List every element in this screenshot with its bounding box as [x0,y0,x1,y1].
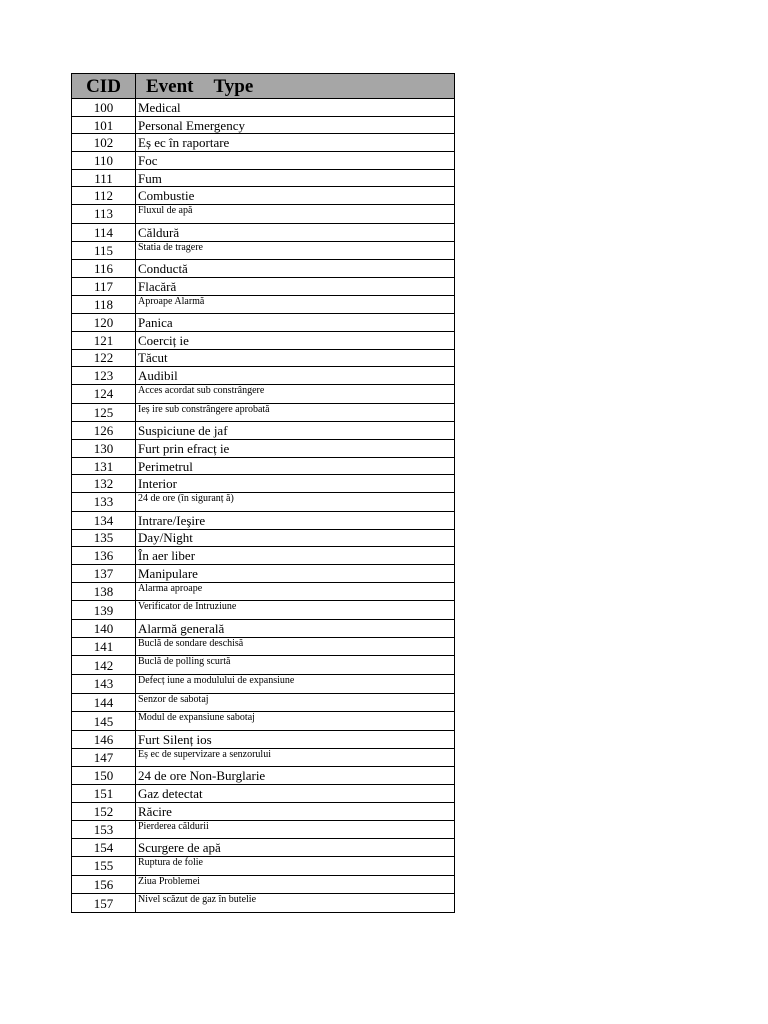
event-type-cell: Eș ec de supervizare a senzorului [136,748,455,767]
table-row [72,875,455,894]
event-type-cell: Verificator de Intruziune [136,601,455,620]
cid-cell: 135 [72,529,136,547]
table-row [72,820,455,839]
header-type: Type [213,75,254,97]
event-type-cell: Manipulare [136,564,455,582]
cid-cell: 133 [72,493,136,512]
cid-cell: 117 [72,277,136,295]
table-row [72,277,455,295]
event-type-cell: Alarma aproape [136,582,455,601]
table-row [72,385,455,404]
table-row [72,260,455,278]
cid-cell: 153 [72,820,136,839]
event-type-cell: Alarmă generală [136,619,455,637]
header-row [72,74,455,99]
cid-cell: 123 [72,367,136,385]
event-type-cell: Interior [136,475,455,493]
event-type-cell: Perimetrul [136,457,455,475]
event-type-cell: Panica [136,314,455,332]
table-row [72,403,455,422]
event-type-cell: Fum [136,169,455,187]
table-row [72,493,455,512]
table-row [72,223,455,241]
cid-event-table-sheet [71,73,454,913]
cid-cell: 147 [72,748,136,767]
cid-cell: 116 [72,260,136,278]
header-event-type [136,74,455,99]
event-type-cell: Pierderea căldurii [136,820,455,839]
header-event: Event [146,75,194,97]
table-row [72,601,455,620]
event-type-cell: Audibil [136,367,455,385]
event-type-cell: Ieș ire sub constrângere aprobată [136,403,455,422]
event-type-cell: 24 de ore Non-Burglarie [136,767,455,785]
cid-cell: 151 [72,785,136,803]
table-row [72,440,455,458]
event-type-cell: Statia de tragere [136,241,455,260]
event-type-cell: Ziua Problemei [136,875,455,894]
table-row [72,295,455,314]
event-type-cell: Furt prin efracț ie [136,440,455,458]
cid-cell: 114 [72,223,136,241]
table-row [72,619,455,637]
cid-cell: 131 [72,457,136,475]
event-type-cell: Flacără [136,277,455,295]
table-row [72,712,455,731]
event-type-cell: Căldură [136,223,455,241]
cid-cell: 111 [72,169,136,187]
table-row [72,767,455,785]
event-type-cell: Conductă [136,260,455,278]
cid-cell: 124 [72,385,136,404]
event-type-cell: Acces acordat sub constrângere [136,385,455,404]
table-row [72,529,455,547]
event-type-cell: În aer liber [136,547,455,565]
table-row [72,134,455,152]
table-row [72,511,455,529]
event-type-cell: Buclă de polling scurtă [136,656,455,675]
cid-cell: 113 [72,205,136,224]
table-row [72,367,455,385]
table-row [72,582,455,601]
table-row [72,748,455,767]
event-type-cell: Buclă de sondare deschisă [136,637,455,656]
table-row [72,422,455,440]
cid-cell: 154 [72,839,136,857]
cid-cell: 157 [72,894,136,913]
event-type-cell: Modul de expansiune sabotaj [136,712,455,731]
cid-cell: 118 [72,295,136,314]
cid-cell: 134 [72,511,136,529]
cid-cell: 142 [72,656,136,675]
cid-cell: 130 [72,440,136,458]
cid-cell: 110 [72,152,136,170]
cid-cell: 140 [72,619,136,637]
cid-cell: 102 [72,134,136,152]
event-type-cell: Day/Night [136,529,455,547]
table-header [72,74,455,99]
event-type-cell: Răcire [136,802,455,820]
cid-cell: 138 [72,582,136,601]
cid-cell: 146 [72,731,136,749]
cid-cell: 156 [72,875,136,894]
table-row [72,457,455,475]
cid-cell: 122 [72,349,136,367]
table-row [72,116,455,134]
event-type-cell: Eș ec în raportare [136,134,455,152]
event-type-cell: Foc [136,152,455,170]
cid-cell: 155 [72,856,136,875]
cid-cell: 136 [72,547,136,565]
cid-cell: 141 [72,637,136,656]
header-cid: CID [72,74,136,99]
cid-cell: 100 [72,99,136,117]
event-type-cell: Intrare/Ieşire [136,511,455,529]
cid-cell: 152 [72,802,136,820]
event-type-cell: Coerciț ie [136,331,455,349]
event-type-cell: Fluxul de apă [136,205,455,224]
cid-cell: 125 [72,403,136,422]
cid-cell: 139 [72,601,136,620]
cid-cell: 150 [72,767,136,785]
table-row [72,731,455,749]
table-row [72,856,455,875]
cid-cell: 115 [72,241,136,260]
table-row [72,475,455,493]
table-row [72,349,455,367]
table-row [72,331,455,349]
table-row [72,637,455,656]
table-row [72,241,455,260]
cid-cell: 121 [72,331,136,349]
event-type-cell: Gaz detectat [136,785,455,803]
table-row [72,99,455,117]
table-row [72,205,455,224]
table-row [72,785,455,803]
table-row [72,187,455,205]
cid-cell: 126 [72,422,136,440]
event-type-cell: Aproape Alarmă [136,295,455,314]
table-row [72,564,455,582]
table-row [72,169,455,187]
event-type-cell: Scurgere de apă [136,839,455,857]
table-row [72,152,455,170]
cid-cell: 112 [72,187,136,205]
event-type-cell: Tăcut [136,349,455,367]
event-type-cell: Personal Emergency [136,116,455,134]
table-row [72,547,455,565]
table-row [72,839,455,857]
event-type-cell: Suspiciune de jaf [136,422,455,440]
event-type-cell: Medical [136,99,455,117]
table-row [72,314,455,332]
cid-cell: 145 [72,712,136,731]
table-row [72,693,455,712]
table-body [72,99,455,913]
cid-cell: 137 [72,564,136,582]
table-row [72,656,455,675]
table-row [72,802,455,820]
table-row [72,894,455,913]
cid-cell: 120 [72,314,136,332]
cid-cell: 132 [72,475,136,493]
event-type-cell: Senzor de sabotaj [136,693,455,712]
event-type-cell: Combustie [136,187,455,205]
cid-event-table [71,73,455,913]
cid-cell: 101 [72,116,136,134]
cid-cell: 144 [72,693,136,712]
cid-cell: 143 [72,675,136,694]
event-type-cell: Furt Silenț ios [136,731,455,749]
event-type-cell: Nivel scăzut de gaz în butelie [136,894,455,913]
event-type-cell: Defecț iune a modulului de expansiune [136,675,455,694]
event-type-cell: Ruptura de folie [136,856,455,875]
table-row [72,675,455,694]
event-type-cell: 24 de ore (în siguranț ă) [136,493,455,512]
